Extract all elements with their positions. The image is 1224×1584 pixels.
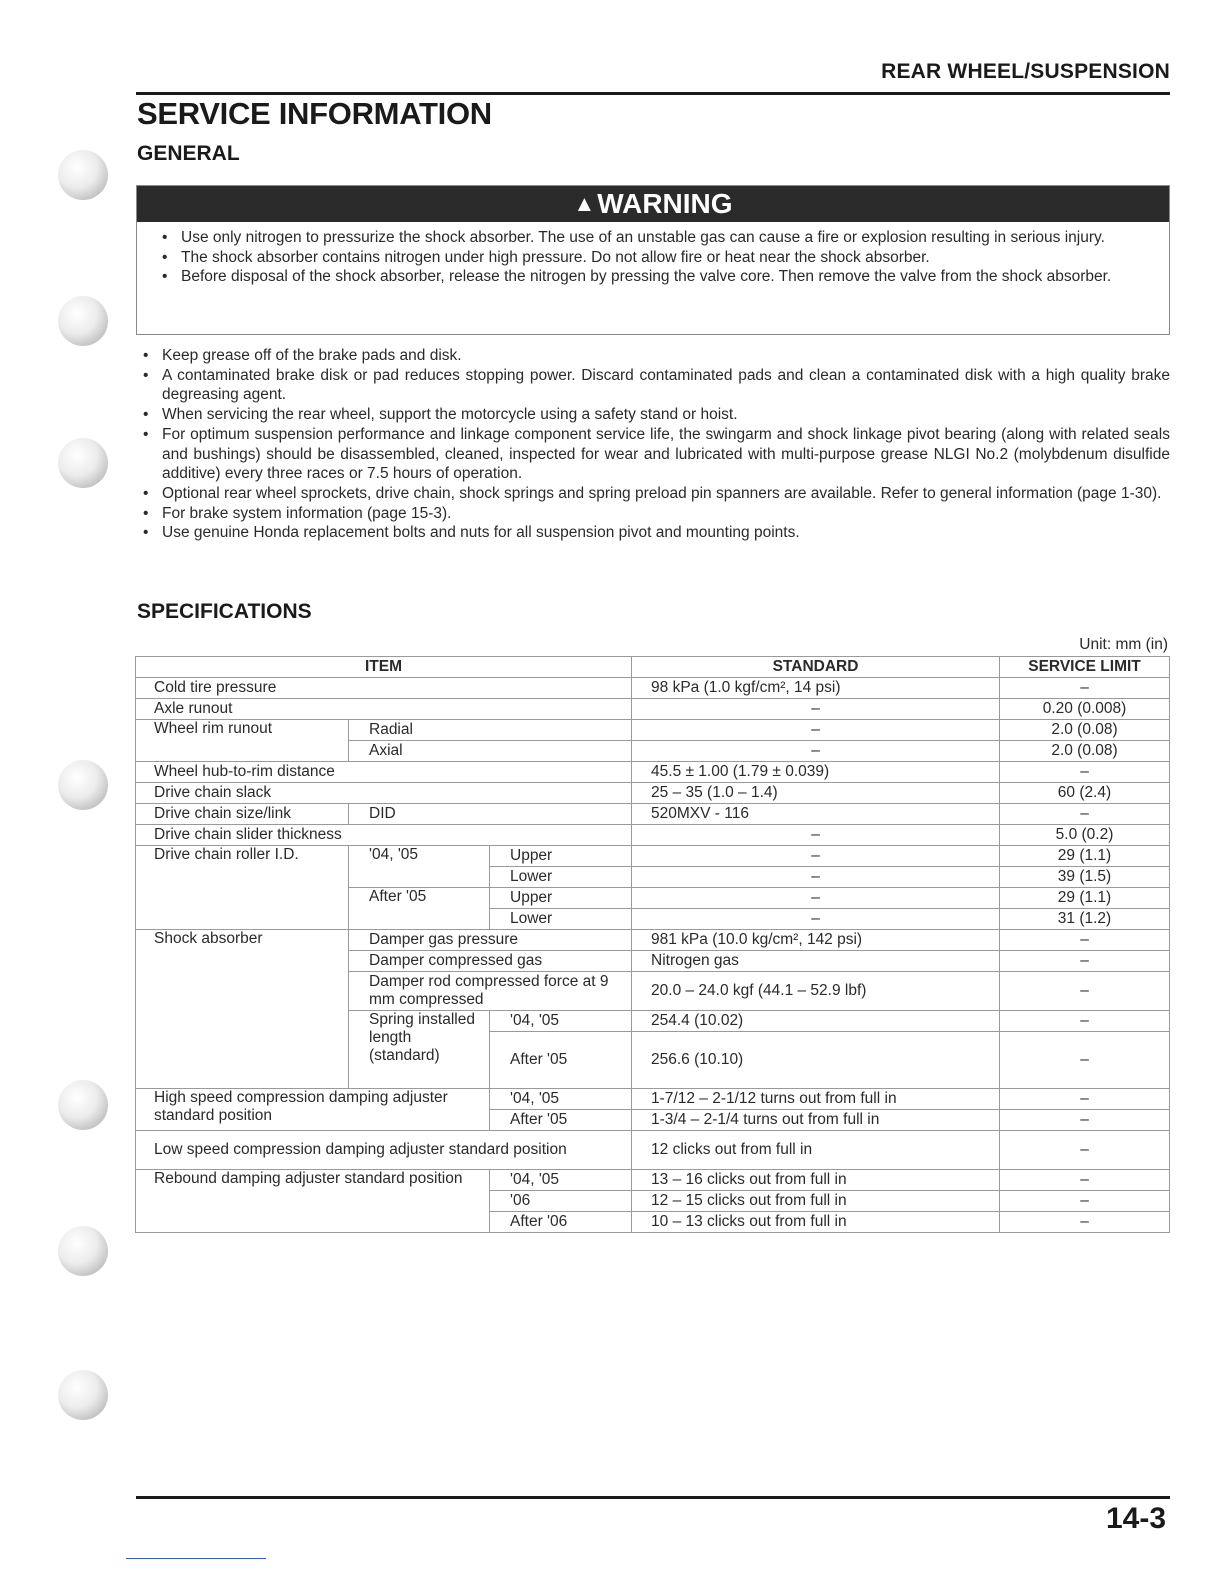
warning-item: • Use only nitrogen to pressurize the shock absorber. The use of an unstable gas can cause a fire or explosion resulting in serious injury. bbox=[181, 228, 1157, 248]
table-row bbox=[136, 678, 1170, 699]
year-cell: '04, '05 bbox=[349, 846, 490, 888]
year-cell: '04, '05 bbox=[490, 1089, 632, 1110]
limit-cell: – bbox=[1000, 1131, 1170, 1170]
header-standard: STANDARD bbox=[632, 657, 1000, 678]
item-cell: Cold tire pressure bbox=[136, 678, 632, 699]
table-header-row bbox=[136, 657, 1170, 678]
section-header: REAR WHEEL/SUSPENSION bbox=[881, 60, 1170, 83]
header-divider bbox=[136, 92, 1170, 95]
page-number: 14-3 bbox=[1105, 1502, 1166, 1535]
standard-cell: 12 clicks out from full in bbox=[632, 1131, 1000, 1170]
sub-item-cell: Lower bbox=[490, 867, 632, 888]
year-cell: '04, '05 bbox=[490, 1170, 632, 1191]
limit-cell: 2.0 (0.08) bbox=[1000, 741, 1170, 762]
sub-item-cell: Radial bbox=[349, 720, 632, 741]
standard-cell: 98 kPa (1.0 kgf/cm², 14 psi) bbox=[632, 678, 1000, 699]
standard-cell: 981 kPa (10.0 kg/cm², 142 psi) bbox=[632, 930, 1000, 951]
table-row bbox=[136, 783, 1170, 804]
standard-cell: 10 – 13 clicks out from full in bbox=[632, 1212, 1000, 1233]
year-cell: '04, '05 bbox=[490, 1011, 632, 1032]
table-row bbox=[136, 846, 1170, 867]
punch-hole bbox=[58, 150, 108, 200]
standard-cell: 256.6 (10.10) bbox=[632, 1032, 1000, 1089]
sub-item-cell: Damper gas pressure bbox=[349, 930, 632, 951]
specifications-heading: SPECIFICATIONS bbox=[137, 600, 312, 623]
warning-triangle-icon: ▲ bbox=[573, 191, 596, 216]
general-item: • Optional rear wheel sprockets, drive chain, shock springs and spring preload pin spanners are available. Refer to general information (page 1-30). bbox=[162, 484, 1170, 504]
year-cell: After '05 bbox=[349, 888, 490, 930]
warning-bar bbox=[137, 186, 1169, 222]
limit-cell: – bbox=[1000, 930, 1170, 951]
warning-item: • Before disposal of the shock absorber, release the nitrogen by pressing the valve core. Then remove the valve from the shock absorber. bbox=[181, 267, 1157, 287]
general-heading: GENERAL bbox=[137, 142, 240, 165]
item-cell: Drive chain slack bbox=[136, 783, 632, 804]
table-row bbox=[136, 762, 1170, 783]
general-item: • Use genuine Honda replacement bolts and nuts for all suspension pivot and mounting points. bbox=[162, 523, 1170, 543]
item-cell: High speed compression damping adjuster standard position bbox=[136, 1089, 490, 1131]
general-item: • When servicing the rear wheel, support the motorcycle using a safety stand or hoist. bbox=[162, 405, 1170, 425]
limit-cell: – bbox=[1000, 951, 1170, 972]
standard-cell: 25 – 35 (1.0 – 1.4) bbox=[632, 783, 1000, 804]
item-cell: Low speed compression damping adjuster standard position bbox=[136, 1131, 632, 1170]
table-row bbox=[136, 720, 1170, 741]
general-list bbox=[162, 346, 1170, 543]
warning-list bbox=[137, 222, 1169, 287]
item-cell: Wheel hub-to-rim distance bbox=[136, 762, 632, 783]
sub-item-cell: Upper bbox=[490, 846, 632, 867]
limit-cell: – bbox=[1000, 804, 1170, 825]
page-title: SERVICE INFORMATION bbox=[137, 96, 492, 131]
footer-divider bbox=[136, 1496, 1170, 1499]
standard-cell: 1-3/4 – 2-1/4 turns out from full in bbox=[632, 1110, 1000, 1131]
limit-cell: – bbox=[1000, 1011, 1170, 1032]
standard-cell: – bbox=[632, 909, 1000, 930]
year-cell: After '06 bbox=[490, 1212, 632, 1233]
limit-cell: 2.0 (0.08) bbox=[1000, 720, 1170, 741]
standard-cell: 20.0 – 24.0 kgf (44.1 – 52.9 lbf) bbox=[632, 972, 1000, 1011]
table-row bbox=[136, 1170, 1170, 1191]
general-item: • For optimum suspension performance and linkage component service life, the swingarm and shock linkage pivot bearing (along with related seals and bushings) should be disassembled, cleaned, inspected for wear and lubricated with multi-purpose grease NLGI No.2 (molybdenum disulfide additive) every three races or 7.5 hours of operation. bbox=[162, 425, 1170, 484]
year-cell: After '05 bbox=[490, 1032, 632, 1089]
sub-item-cell: DID bbox=[349, 804, 632, 825]
item-cell: Axle runout bbox=[136, 699, 632, 720]
standard-cell: 254.4 (10.02) bbox=[632, 1011, 1000, 1032]
warning-item: • The shock absorber contains nitrogen under high pressure. Do not allow fire or heat near the shock absorber. bbox=[181, 248, 1157, 268]
punch-hole bbox=[58, 296, 108, 346]
limit-cell: – bbox=[1000, 678, 1170, 699]
table-row bbox=[136, 1089, 1170, 1110]
item-cell: Shock absorber bbox=[136, 930, 349, 1089]
limit-cell: – bbox=[1000, 1089, 1170, 1110]
sub-item-cell: Lower bbox=[490, 909, 632, 930]
standard-cell: 13 – 16 clicks out from full in bbox=[632, 1170, 1000, 1191]
standard-cell: 1-7/12 – 2-1/12 turns out from full in bbox=[632, 1089, 1000, 1110]
table-row bbox=[136, 930, 1170, 951]
limit-cell: 0.20 (0.008) bbox=[1000, 699, 1170, 720]
warning-title: WARNING bbox=[597, 188, 733, 219]
item-cell: Drive chain size/link bbox=[136, 804, 349, 825]
unit-note: Unit: mm (in) bbox=[1079, 636, 1168, 653]
limit-cell: – bbox=[1000, 1212, 1170, 1233]
punch-hole bbox=[58, 1226, 108, 1276]
table-row bbox=[136, 804, 1170, 825]
standard-cell: – bbox=[632, 867, 1000, 888]
standard-cell: – bbox=[632, 720, 1000, 741]
limit-cell: 29 (1.1) bbox=[1000, 846, 1170, 867]
year-cell: '06 bbox=[490, 1191, 632, 1212]
general-item: • A contaminated brake disk or pad reduces stopping power. Discard contaminated pads and clean a contaminated disk with a high quality brake degreasing agent. bbox=[162, 366, 1170, 405]
table-row bbox=[136, 1131, 1170, 1170]
sub-item-cell: Upper bbox=[490, 888, 632, 909]
punch-hole bbox=[58, 1080, 108, 1130]
header-service-limit: SERVICE LIMIT bbox=[1000, 657, 1170, 678]
specifications-table bbox=[135, 656, 1170, 1233]
limit-cell: 29 (1.1) bbox=[1000, 888, 1170, 909]
limit-cell: – bbox=[1000, 1110, 1170, 1131]
sub-item-cell: Damper rod compressed force at 9 mm compressed bbox=[349, 972, 632, 1011]
standard-cell: – bbox=[632, 741, 1000, 762]
punch-hole bbox=[58, 1370, 108, 1420]
standard-cell: 520MXV - 116 bbox=[632, 804, 1000, 825]
standard-cell: 12 – 15 clicks out from full in bbox=[632, 1191, 1000, 1212]
sub-item-cell: Damper compressed gas bbox=[349, 951, 632, 972]
standard-cell: – bbox=[632, 699, 1000, 720]
general-item: • For brake system information (page 15-3). bbox=[162, 504, 1170, 524]
bottom-underline bbox=[126, 1558, 266, 1559]
standard-cell: – bbox=[632, 846, 1000, 867]
limit-cell: 60 (2.4) bbox=[1000, 783, 1170, 804]
standard-cell: 45.5 ± 1.00 (1.79 ± 0.039) bbox=[632, 762, 1000, 783]
punch-hole bbox=[58, 760, 108, 810]
year-cell: After '05 bbox=[490, 1110, 632, 1131]
item-cell: Drive chain slider thickness bbox=[136, 825, 632, 846]
limit-cell: – bbox=[1000, 1032, 1170, 1089]
limit-cell: – bbox=[1000, 762, 1170, 783]
sub-item-cell: Spring installed length (standard) bbox=[349, 1011, 490, 1089]
item-cell: Wheel rim runout bbox=[136, 720, 349, 762]
standard-cell: – bbox=[632, 888, 1000, 909]
header-item: ITEM bbox=[136, 657, 632, 678]
table-row bbox=[136, 825, 1170, 846]
warning-box bbox=[136, 185, 1170, 335]
limit-cell: 39 (1.5) bbox=[1000, 867, 1170, 888]
sub-item-cell: Axial bbox=[349, 741, 632, 762]
limit-cell: – bbox=[1000, 1170, 1170, 1191]
limit-cell: – bbox=[1000, 1191, 1170, 1212]
limit-cell: – bbox=[1000, 972, 1170, 1011]
standard-cell: – bbox=[632, 825, 1000, 846]
limit-cell: 5.0 (0.2) bbox=[1000, 825, 1170, 846]
item-cell: Rebound damping adjuster standard position bbox=[136, 1170, 490, 1233]
item-cell: Drive chain roller I.D. bbox=[136, 846, 349, 930]
punch-hole bbox=[58, 438, 108, 488]
limit-cell: 31 (1.2) bbox=[1000, 909, 1170, 930]
general-item: • Keep grease off of the brake pads and disk. bbox=[162, 346, 1170, 366]
standard-cell: Nitrogen gas bbox=[632, 951, 1000, 972]
table-row bbox=[136, 699, 1170, 720]
